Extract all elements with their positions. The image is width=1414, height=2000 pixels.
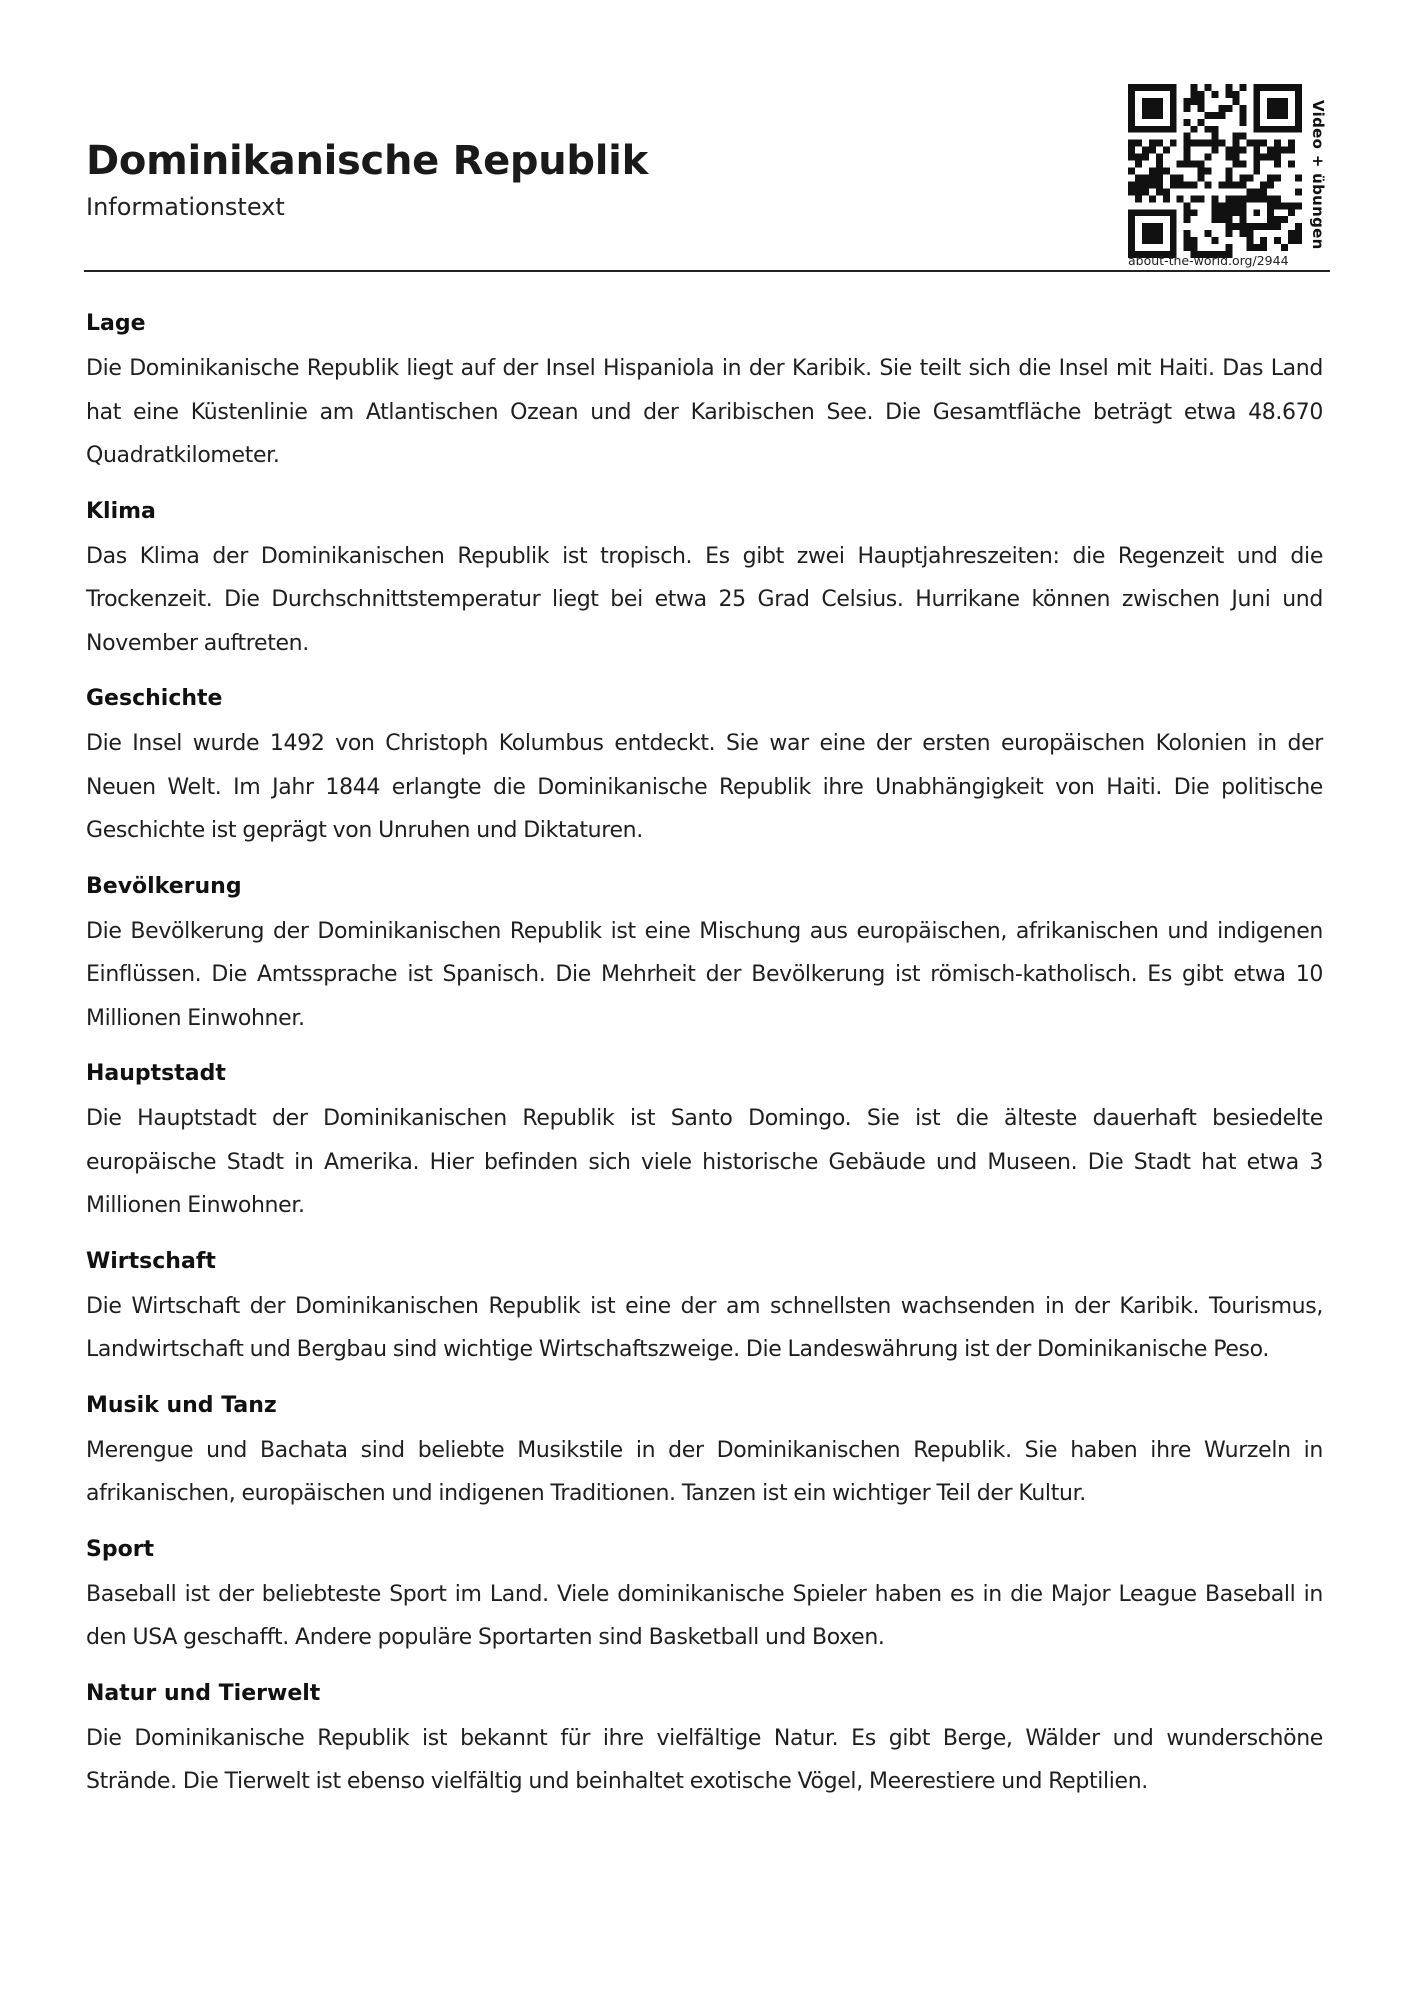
section-text: Die Insel wurde 1492 von Christoph Kolumbus entdeckt. Sie war eine der ersten europäischen Kolonien in der Neuen Welt. Im Jahr 1844 erlangte die Dominikanische Republik ihre Unabhängigkeit von Haiti. Die politische Geschichte ist geprägt von Unruhen und Diktaturen.	[86, 731, 1323, 843]
section-heading: Klima	[86, 498, 156, 524]
section-musik-und-tanz	[86, 1387, 1323, 1516]
section-text: Das Klima der Dominikanischen Republik ist tropisch. Es gibt zwei Hauptjahreszeiten: die Regenzeit und die Trockenzeit. Die Durchschnittstemperatur liegt bei etwa 25 Grad Celsius. Hurrikane können zwischen Juni und November auftreten.	[86, 543, 1323, 656]
section-sport	[86, 1531, 1323, 1660]
section-text: Die Dominikanische Republik liegt auf der Insel Hispaniola in der Karibik. Sie teilt sich die Insel mit Haiti. Das Land hat eine Küstenlinie am Atlantischen Ozean und der Karibischen See. Die Gesamtfläche beträgt etwa 48.670 Quadratkilometer.	[86, 356, 1323, 468]
section-text: Die Hauptstadt der Dominikanischen Republik ist Santo Domingo. Sie ist die älteste dauerhaft besiedelte europäische Stadt in Amerika. Hier befinden sich viele historische Gebäude und Museen. Die Stadt hat etwa 3 Millionen Einwohner.	[86, 1106, 1323, 1218]
section-hauptstadt	[86, 1055, 1323, 1228]
page-title: Dominikanische Republik	[86, 138, 648, 184]
section-heading: Sport	[86, 1536, 155, 1562]
section-text: Die Wirtschaft der Dominikanischen Republik ist eine der am schnellsten wachsenden in der Karibik. Tourismus, Landwirtschaft und Bergbau sind wichtige Wirtschaftszweige. Die Landeswährung ist der Dominikanische Peso.	[86, 1293, 1323, 1362]
section-text: Die Dominikanische Republik ist bekannt für ihre vielfältige Natur. Es gibt Berge, Wälder und wunderschöne Strände. Die Tierwelt ist ebenso vielfältig und beinhaltet exotische Vögel, Meerestiere und Reptilien.	[86, 1725, 1323, 1794]
section-geschichte	[86, 680, 1323, 853]
section-wirtschaft	[86, 1243, 1323, 1372]
header-divider	[84, 270, 1330, 272]
section-heading: Natur und Tierwelt	[86, 1680, 321, 1706]
section-heading: Musik und Tanz	[86, 1392, 277, 1418]
section-text: Die Bevölkerung der Dominikanischen Republik ist eine Mischung aus europäischen, afrikanischen und indigenen Einflüssen. Die Amtssprache ist Spanisch. Die Mehrheit der Bevölkerung ist römisch-katholisch. Es gibt etwa 10 Millionen Einwohner.	[86, 918, 1323, 1031]
section-text: Baseball ist der beliebteste Sport im Land. Viele dominikanische Spieler haben es in die Major League Baseball in den USA geschafft. Andere populäre Sportarten sind Basketball und Boxen.	[86, 1581, 1323, 1650]
section-heading: Wirtschaft	[86, 1248, 216, 1274]
qr-code[interactable]	[1128, 84, 1306, 274]
section-heading: Hauptstadt	[86, 1061, 226, 1086]
qr-url-link[interactable]: about-the-world.org/2944	[1128, 253, 1289, 268]
article-body	[86, 305, 1323, 1819]
qr-code-icon	[1128, 84, 1302, 258]
section-bevoelkerung	[86, 868, 1323, 1041]
section-heading: Bevölkerung	[86, 873, 242, 899]
qr-side-label: Video + übungen	[1309, 100, 1327, 250]
section-natur-und-tierwelt	[86, 1675, 1323, 1804]
page-subtitle: Informationstext	[86, 193, 285, 221]
section-klima	[86, 493, 1323, 666]
section-lage	[86, 305, 1323, 478]
section-text: Merengue und Bachata sind beliebte Musikstile in der Dominikanischen Republik. Sie haben ihre Wurzeln in afrikanischen, europäischen und indigenen Traditionen. Tanzen ist ein wichtiger Teil der Kultur.	[86, 1437, 1323, 1506]
section-heading: Geschichte	[86, 686, 223, 711]
section-heading: Lage	[86, 311, 146, 336]
